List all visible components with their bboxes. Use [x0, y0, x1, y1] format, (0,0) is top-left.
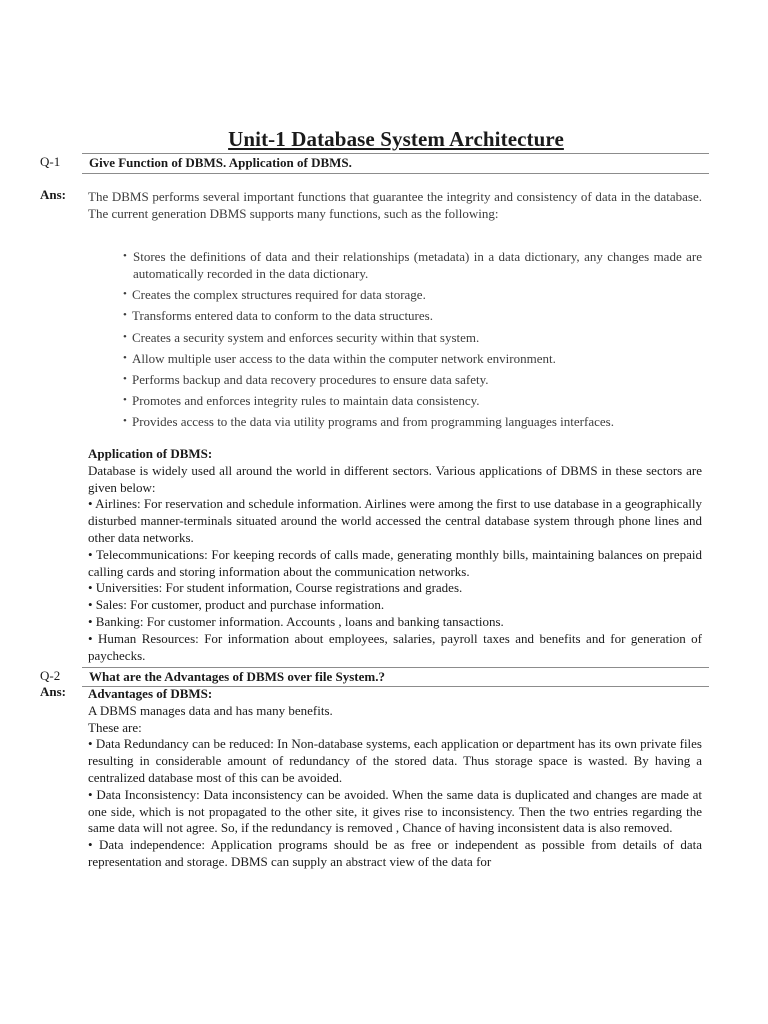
applications-intro: Database is widely used all around the world in different sectors. Various applications of DBMS in these sectors are given below:	[88, 462, 702, 495]
question-1-top-rule	[82, 153, 709, 154]
application-item: • Sales: For customer, product and purchase information.	[88, 597, 385, 613]
function-item	[124, 371, 702, 388]
function-item-text: Stores the definitions of data and their relationships (metadata) in a data dictionary, any changes made are automatically recorded in the data dictionary.	[133, 249, 702, 281]
question-2-label: Q-2	[40, 668, 61, 683]
application-item: • Banking: For customer information. Accounts , loans and banking tansactions.	[88, 613, 504, 629]
answer-2-label: Ans:	[40, 684, 67, 699]
function-item	[124, 350, 702, 367]
function-item	[124, 307, 702, 324]
advantages-intro: A DBMS manages data and has many benefits.	[88, 702, 333, 718]
advantage-item: • Data Inconsistency: Data inconsistency can be avoided. When the same data is duplicated and changes are made at one side, which is not propagated to the other site, it gives rise to inconsistency. Then the two entries regarding the same data will not agree. So, if the redundancy is removed , Chance of having inconsistent data is also removed.	[88, 786, 702, 836]
application-item: • Telecommunications: For keeping records of calls made, generating monthly bills, maintaining balances on prepaid calling cards and storing information about the communication networks.	[88, 546, 702, 579]
answer-1-label: Ans:	[40, 187, 67, 202]
function-item	[124, 286, 702, 303]
advantage-item: • Data independence: Application programs should be as free or independent as possible from details of data representation and storage. DBMS can supply an abstract view of the data for	[88, 837, 702, 869]
function-item-text: Performs backup and data recovery procedures to ensure data safety.	[132, 371, 489, 387]
question-1-bottom-rule	[82, 173, 709, 174]
function-item	[124, 392, 702, 409]
applications-section	[88, 446, 702, 664]
function-item	[124, 413, 702, 430]
functions-list	[124, 248, 702, 435]
application-item: • Universities: For student information, Course registrations and grades.	[88, 580, 463, 596]
function-item-text: Allow multiple user access to the data within the computer network environment.	[132, 350, 556, 366]
question-2-top-rule	[82, 667, 709, 668]
answer-1-intro-text: The DBMS performs several important functions that guarantee the integrity and consistency of data in the database. The current generation DBMS supports many functions, such as the following:	[88, 189, 702, 221]
application-item: • Airlines: For reservation and schedule information. Airlines were among the first to use database in a geographically disturbed manner-terminals situated around the world accessed the central database system through phone lines and other data networks.	[88, 496, 702, 545]
function-item	[124, 248, 702, 282]
advantages-intro-2: These are:	[88, 719, 142, 735]
function-item-text: Creates the complex structures required for data storage.	[132, 287, 426, 303]
advantages-section	[88, 686, 702, 871]
function-item	[124, 329, 702, 346]
question-1-label: Q-1	[40, 154, 61, 169]
function-item-text: Creates a security system and enforces security within that system.	[132, 329, 480, 345]
applications-heading: Application of DBMS:	[88, 446, 213, 461]
question-1-text: Give Function of DBMS. Application of DBMS.	[89, 155, 352, 170]
advantage-item: • Data Redundancy can be reduced: In Non-database systems, each application or department has its own private files resulting in considerable amount of redundancy of the stored data. Thus storage space is wasted. By having a centralized database most of this can be avoided.	[88, 736, 702, 785]
question-2-text: What are the Advantages of DBMS over file System.?	[89, 669, 385, 684]
function-item-text: Promotes and enforces integrity rules to maintain data consistency.	[132, 393, 480, 409]
function-item-text: Transforms entered data to conform to the data structures.	[132, 308, 433, 324]
answer-1-intro	[88, 189, 702, 223]
function-item-text: Provides access to the data via utility programs and from programming languages interfaces.	[132, 414, 614, 430]
advantages-heading: Advantages of DBMS:	[88, 686, 213, 701]
application-item: • Human Resources: For information about employees, salaries, payroll taxes and benefits and for generation of paychecks.	[88, 630, 702, 663]
page-title: Unit-1 Database System Architecture	[228, 127, 564, 151]
